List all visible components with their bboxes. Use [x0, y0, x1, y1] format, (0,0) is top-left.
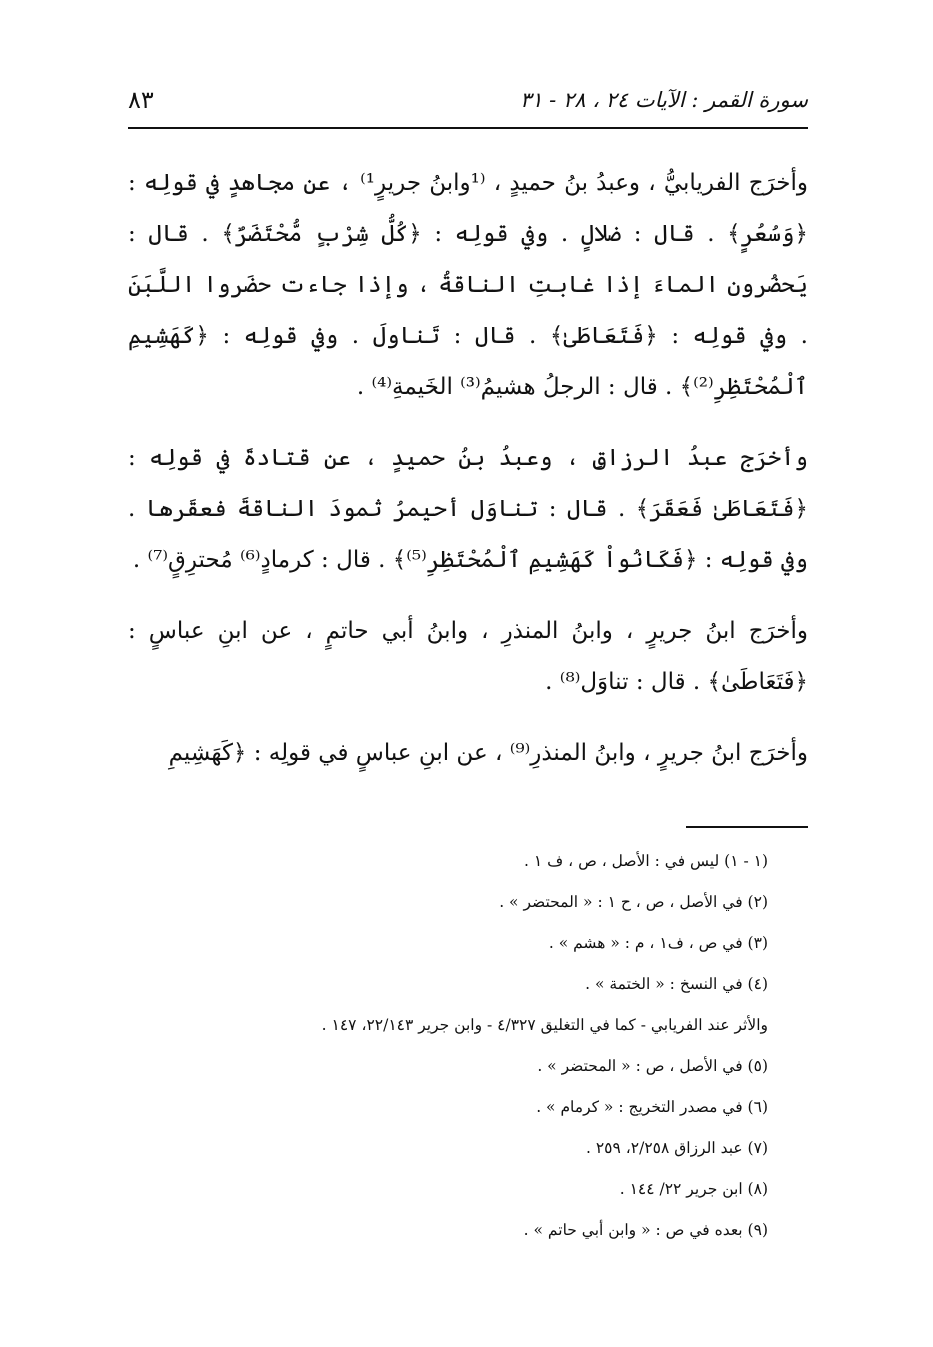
paragraph-ibn-jarir-2: وأخرَج ابنُ جريرٍ ، وابنُ المنذرِ⁽⁹⁾ ، عن ابنِ عباسٍ في قولِه : ﴿كَهَشِيمِ — [168, 740, 808, 766]
footnote-7: (٧) عبد الرزاق ٢/٢٥٨، ٢٥٩ . — [586, 1139, 768, 1157]
footnote-9: (٩) بعده في ص : « وابن أبي حاتم » . — [523, 1221, 768, 1239]
footnote-1: (١ - ١) ليس في : الأصل ، ص ، ف ١ . — [524, 852, 768, 870]
footnote-8: (٨) ابن جرير ٢٢/ ١٤٤ . — [619, 1180, 768, 1198]
running-header — [128, 80, 808, 120]
footnote-5: (٥) في الأصل ، ص : « المحتضر » . — [537, 1057, 768, 1075]
footnote-2: (٢) في الأصل ، ص ، ح ١ : « المحتضر » . — [499, 893, 768, 911]
footnote-4: (٤) في النسخ : « الختمة » . — [585, 975, 768, 993]
footnote-divider — [686, 826, 808, 828]
footnote-4-continuation: والأثر عند الفريابي - كما في التغليق ٤/٣٢٧ - وابن جرير ٢٢/١٤٣، ١٤٧ . — [321, 1016, 768, 1034]
surah-title: سورة القمر : الآيات ٢٤ ، ٢٨ - ٣١ — [519, 88, 808, 112]
footnote-3: (٣) في ص ، ف١ ، م : « هشم » . — [548, 934, 768, 952]
paragraph-mujahid: وأخرَج الفريابيُّ ، وعبدُ بنُ حميدٍ ، ⁽¹وابنُ جريرٍ¹⁾ ، عن مجاهدٍ في قولِه : ﴿وَسُعُرٍ﴾ . قال : ضلالٍ . وفي قولِه : ﴿كُلُّ شِرْبٍ مُّحْتَضَرٌ﴾ . قال : يَحضُرون الماءَ إذا غابتِ الناقةُ ، وإذا جاءت حضَروا اللَّبَنَ . وفي قولِه : ﴿فَتَعَاطَىٰ﴾ . قال : تَناولَ . وفي قولِه : ﴿كَهَشِيمِ ٱلْمُحْتَظِرِ⁽²⁾﴾ . قال : الرجلُ هشيمُ⁽³⁾ الخَيمةِ⁽⁴⁾ . — [128, 170, 808, 400]
paragraph-ibn-jarir-1: وأخرَج ابنُ جريرٍ ، وابنُ المنذرِ ، وابنُ أبي حاتمٍ ، عن ابنِ عباسٍ : ﴿فَتَعَاطَىٰ﴾ . قال : تناوَل⁽⁸⁾ . — [128, 618, 808, 695]
paragraph-abdurrazzaq: وأخرَج عبدُ الرزاقِ ، وعبدُ بنُ حميدٍ ، عن قتادةَ في قولِه : ﴿فَتَعَاطَىٰ فَعَقَرَ﴾ . قال : تناوَل أحيمرُ ثمودَ الناقةَ فعقَرها . وفي قولِه : ﴿فَكَانُواْ كَهَشِيمِ ٱلْمُحْتَظِرِ⁽⁵⁾﴾ . قال : كرمادٍ⁽⁶⁾ مُحترِقٍ⁽⁷⁾ . — [128, 445, 808, 573]
footnotes — [128, 846, 808, 1256]
page-number: ٨٣ — [128, 86, 154, 114]
main-text — [128, 158, 808, 799]
footnote-6: (٦) في مصدر التخريج : « كرمام » . — [536, 1098, 768, 1116]
header-divider — [128, 127, 808, 129]
